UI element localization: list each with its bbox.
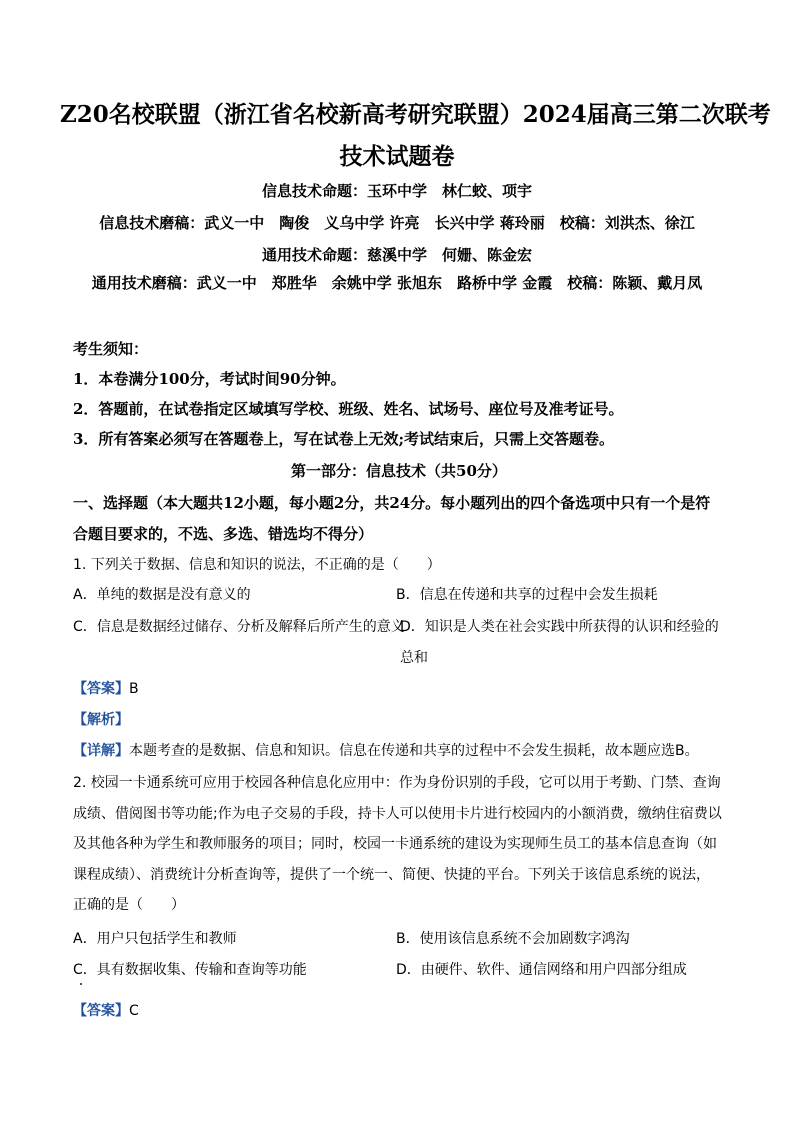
question-option-a: A．用户只包括学生和教师: [73, 931, 237, 947]
detail-text: 本题考查的是数据、信息和知识。信息在传递和共享的过程中不会发生损耗，故本题应选B。: [129, 743, 699, 759]
bracket-close: 】: [115, 712, 129, 728]
question-stem: 2. 校园一卡通系统可应用于校园各种信息化应用中：作为身份识别的手段，它可以用于考勤、门禁、查询成绩、借阅图书等功能;作为电子交易的手段，持卡人可以使用卡片进行校园内的小额消费，缴纳住宿费以及其他各种为学生和教师服务的项目；同时，校园一卡通系统的建设为实现师生员工的基本信息查询（如课程成绩）、消费统计分析查询等，提供了一个统一、简便、快捷的平台。下列关于该信息系统的说法，正确的是（ ）: [73, 775, 722, 913]
section-heading: 一、选择题（本大题共12小题，每小题2分，共24分。每小题列出的四个备选项中只有一个是符合题目要求的，不选、多选、错选均不得分）: [73, 494, 711, 543]
notice-item: 1．本卷满分100分，考试时间90分钟。: [73, 370, 346, 388]
page-title: Z20名校联盟（浙江省名校新高考研究联盟）2024届高三第二次联考: [60, 101, 771, 128]
answer-line: [73, 674, 725, 704]
answer-value: B: [129, 681, 139, 697]
notice-item: 2．答题前，在试卷指定区域填写学校、班级、姓名、试场号、座位号及准考证号。: [73, 400, 624, 418]
analysis-line: [73, 705, 725, 735]
detail-line: [73, 736, 725, 766]
question-option-c: C．信息是数据经过储存、分析及解释后所产生的意义: [73, 619, 405, 635]
answer-label: 答案: [87, 1003, 115, 1019]
bracket-open: 【: [73, 681, 87, 697]
bracket-close: 】: [115, 681, 129, 697]
credit-line: 通用技术命题：慈溪中学 何姗、陈金宏: [261, 246, 532, 264]
speck-mark: [80, 983, 82, 985]
question-option-c: C．具有数据收集、传输和查询等功能: [73, 962, 307, 978]
credit-line: 信息技术磨稿：武义一中 陶俊 义乌中学 许亮 长兴中学 蒋玲丽 校稿：刘洪杰、徐江: [99, 214, 695, 232]
answer-label: 答案: [87, 681, 115, 697]
credit-line: 通用技术磨稿：武义一中 郑胜华 余姚中学 张旭东 路桥中学 金霞 校稿：陈颖、戴月凤: [91, 274, 703, 292]
page-subtitle: 技术试题卷: [339, 143, 455, 170]
notice-heading: 考生须知：: [73, 340, 149, 358]
bracket-open: 【: [73, 712, 87, 728]
bracket-close: 】: [115, 743, 129, 759]
question-option-b: B．信息在传递和共享的过程中会发生损耗: [396, 587, 658, 603]
question-option-d: D．知识是人类在社会实践中所获得的认识和经验的总和: [400, 619, 719, 666]
answer-line: [73, 996, 725, 1026]
bracket-open: 【: [73, 743, 87, 759]
part-heading: 第一部分：信息技术（共50分）: [291, 462, 507, 480]
question-option-b: B．使用该信息系统不会加剧数字鸿沟: [396, 931, 630, 947]
question-option-d: D．由硬件、软件、通信网络和用户四部分组成: [396, 962, 687, 978]
credit-line: 信息技术命题：玉环中学 林仁蛟、项宇: [261, 182, 532, 200]
detail-label: 详解: [87, 743, 115, 759]
answer-value: C: [129, 1003, 139, 1019]
question-option-a: A．单纯的数据是没有意义的: [73, 587, 251, 603]
analysis-label: 解析: [87, 712, 115, 728]
question-stem: 1. 下列关于数据、信息和知识的说法，不正确的是（ ）: [73, 557, 441, 573]
bracket-close: 】: [115, 1003, 129, 1019]
bracket-open: 【: [73, 1003, 87, 1019]
notice-item: 3．所有答案必须写在答题卷上，写在试卷上无效;考试结束后，只需上交答题卷。: [73, 430, 614, 448]
